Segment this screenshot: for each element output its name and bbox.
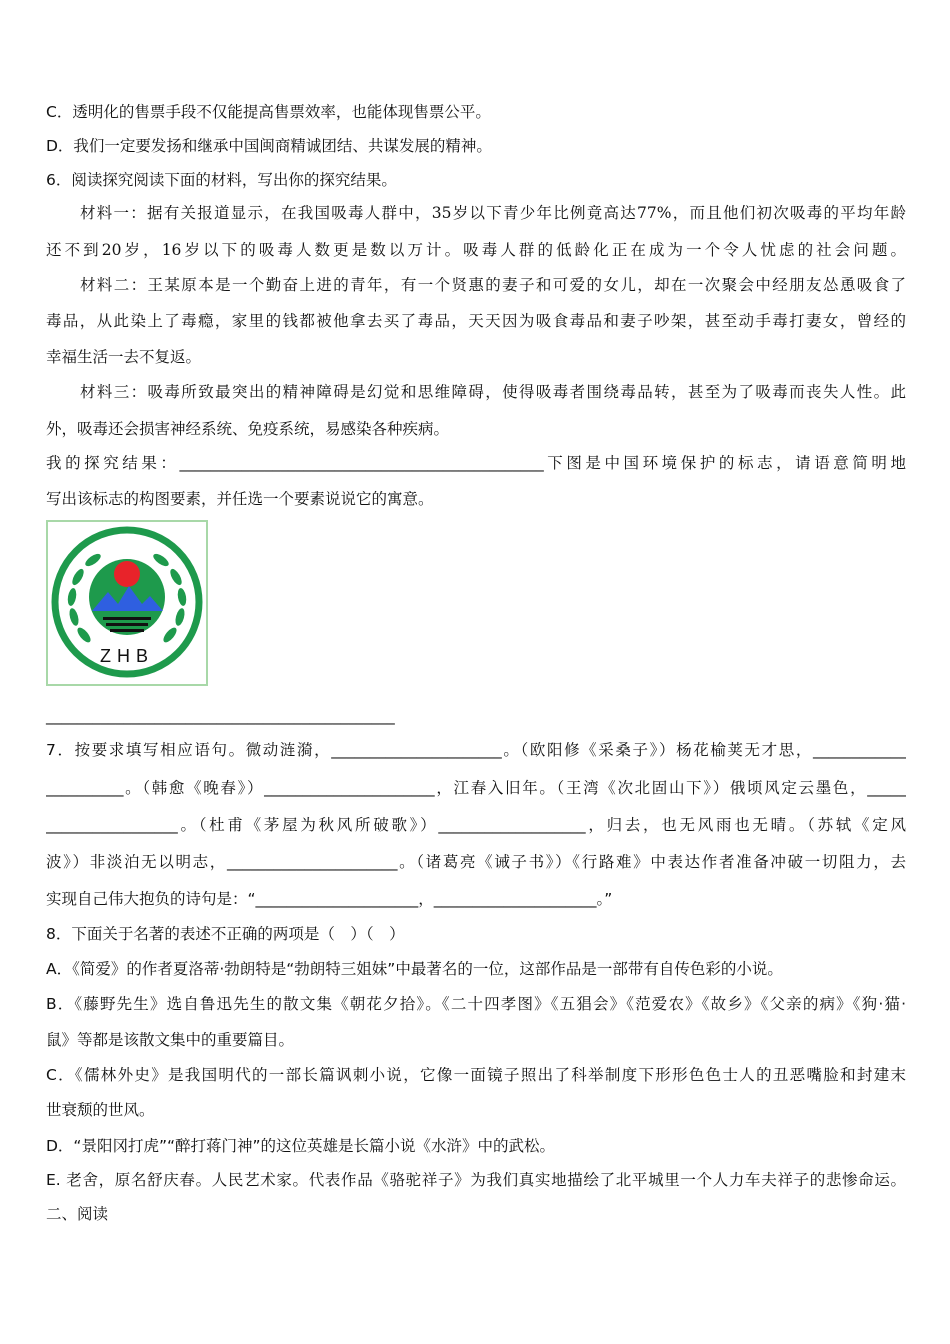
q7-line-5: 实现自己伟大抱负的诗句是：“_____________________，_____________________。” <box>46 890 613 908</box>
q7-line-4: 波》）非淡泊无以明志，______________________。（诸葛亮《诫子书》）《行路难》中表达作者准备冲破一切阻力，去 <box>46 853 906 871</box>
q6-material1-cont: 还不到20岁，16岁以下的吸毒人数更是数以万计。吸毒人群的低龄化正在成为一个令人忧虑的社会问题。 <box>46 241 906 259</box>
q8-option-d: D．“景阳冈打虎”“醉打蒋门神”的这位英雄是长篇小说《水浒》中的武松。 <box>46 1137 556 1155</box>
logo-text: ZHB <box>100 646 154 666</box>
q8-option-b: B．《藤野先生》选自鲁迅先生的散文集《朝花夕拾》。《二十四孝图》《五猖会》《范爱农》《故乡》《父亲的病》《狗·猫· <box>46 995 906 1013</box>
q5-option-d: D．我们一定要发扬和继承中国闽商精诚团结、共谋发展的精神。 <box>46 137 492 155</box>
section-2-heading: 二、阅读 <box>46 1205 109 1223</box>
q6-material3-cont: 外，吸毒还会损害神经系统、免疫系统，易感染各种疾病。 <box>46 420 450 438</box>
q6-material3: 材料三：吸毒所致最突出的精神障碍是幻觉和思维障碍，使得吸毒者围绕毒品转，甚至为了吸毒而丧失人性。此 <box>80 383 906 401</box>
q8-option-a: A．《简爱》的作者夏洛蒂·勃朗特是“勃朗特三姐妹”中最著名的一位，这部作品是一部带有自传色彩的小说。 <box>46 960 783 978</box>
q6-material1: 材料一：据有关报道显示，在我国吸毒人群中，35岁以下青少年比例竟高达77%，而且他们初次吸毒的平均年龄 <box>80 204 906 222</box>
q8-option-b-cont: 鼠》等都是该散文集中的重要篇目。 <box>46 1031 295 1049</box>
q7-line-1: 7．按要求填写相应语句。微动涟漪，______________________。（欧阳修《采桑子》）杨花榆荚无才思，____________ <box>46 741 906 759</box>
q7-line-2: __________。（韩愈《晚春》）______________________，江春入旧年。（王湾《次北固山下》）俄顷风定云墨色，_____ <box>46 779 906 797</box>
q6-result-prompt: 我的探究结果：_______________________________________________下图是中国环境保护的标志，请语意简明地 <box>46 454 906 472</box>
q8-option-c-cont: 世衰颓的世风。 <box>46 1101 155 1119</box>
q8-stem: 8．下面关于名著的表述不正确的两项是（ ）（ ） <box>46 925 405 943</box>
environmental-protection-logo <box>46 520 208 686</box>
q6-answer-line[interactable]: _____________________________________________ <box>46 707 395 725</box>
q5-option-c: C．透明化的售票手段不仅能提高售票效率，也能体现售票公平。 <box>46 103 491 121</box>
q6-material2-cont: 毒品，从此染上了毒瘾，家里的钱都被他拿去买了毒品，天天因为吸食毒品和妻子吵架，甚至动手毒打妻女，曾经的 <box>46 312 906 330</box>
q8-option-c: C．《儒林外史》是我国明代的一部长篇讽刺小说，它像一面镜子照出了科举制度下形形色色士人的丑恶嘴脸和封建末 <box>46 1066 906 1084</box>
q6-material2-end: 幸福生活一去不复返。 <box>46 348 202 366</box>
q8-option-e: E. 老舍，原名舒庆春。人民艺术家。代表作品《骆驼祥子》为我们真实地描绘了北平城里一个人力车夫祥子的悲惨命运。 <box>46 1171 906 1189</box>
q6-logo-question: 写出该标志的构图要素，并任选一个要素说说它的寓意。 <box>46 490 434 508</box>
q6-stem: 6．阅读探究阅读下面的材料，写出你的探究结果。 <box>46 171 397 189</box>
q6-material2: 材料二：王某原本是一个勤奋上进的青年，有一个贤惠的妻子和可爱的女儿，却在一次聚会中经朋友怂恿吸食了 <box>80 276 906 294</box>
q7-line-3: _________________。（杜甫《茅屋为秋风所破歌》）___________________，归去，也无风雨也无晴。（苏轼《定风 <box>46 816 906 834</box>
